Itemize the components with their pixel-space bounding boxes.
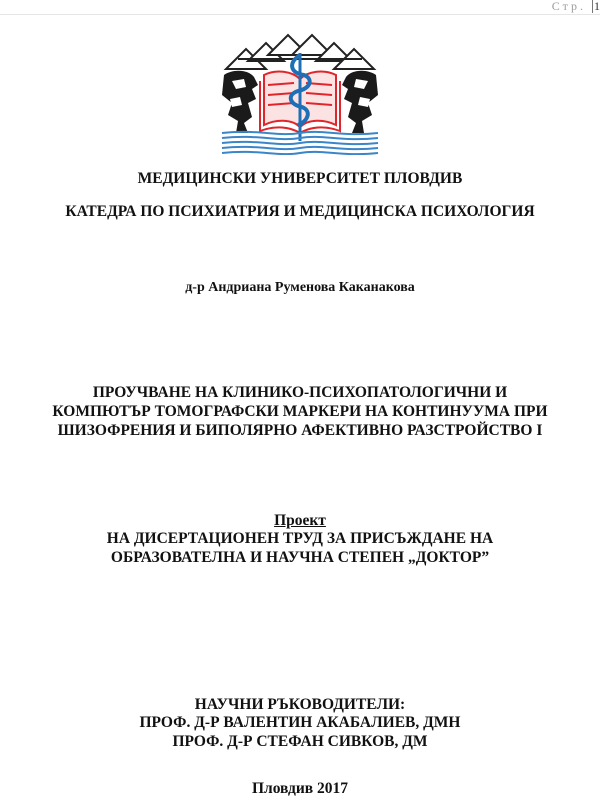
lion-right-icon [342, 71, 378, 133]
author-name: д-р Андриана Руменова Каканакова [185, 280, 415, 295]
city-year: Пловдив 2017 [251, 780, 349, 797]
lion-left-icon [222, 71, 258, 133]
university-logo [218, 33, 382, 155]
page-number: 1 [594, 0, 600, 13]
page-label: Стр. [551, 0, 586, 13]
project-label: Проект [274, 512, 326, 529]
thesis-title-line-2: КОМПЮТЪР ТОМОГРАФСКИ МАРКЕРИ НА КОНТИНУУМА ПРИ [52, 403, 548, 420]
department-name: КАТЕДРА ПО ПСИХИАТРИЯ И МЕДИЦИНСКА ПСИХОЛОГИЯ [65, 203, 535, 220]
university-name: МЕДИЦИНСКИ УНИВЕРСИТЕТ ПЛОВДИВ [137, 170, 463, 187]
supervisors-heading: НАУЧНИ РЪКОВОДИТЕЛИ: [194, 696, 406, 713]
page-header [0, 0, 600, 15]
thesis-title-line-3: ШИЗОФРЕНИЯ И БИПОЛЯРНО АФЕКТИВНО РАЗСТРОЙСТВО I [57, 422, 543, 439]
supervisor-1: ПРОФ. Д-Р ВАЛЕНТИН АКАБАЛИЕВ, ДМН [139, 714, 461, 731]
thesis-title-line-1: ПРОУЧВАНЕ НА КЛИНИКО-ПСИХОПАТОЛОГИЧНИ И [92, 384, 508, 401]
degree-line-2: ОБРАЗОВАТЕЛНА И НАУЧНА СТЕПЕН „ДОКТОР” [110, 549, 490, 566]
supervisor-2: ПРОФ. Д-Р СТЕФАН СИВКОВ, ДМ [172, 733, 428, 750]
page-separator [592, 0, 593, 13]
degree-line-1: НА ДИСЕРТАЦИОНЕН ТРУД ЗА ПРИСЪЖДАНЕ НА [106, 530, 494, 547]
